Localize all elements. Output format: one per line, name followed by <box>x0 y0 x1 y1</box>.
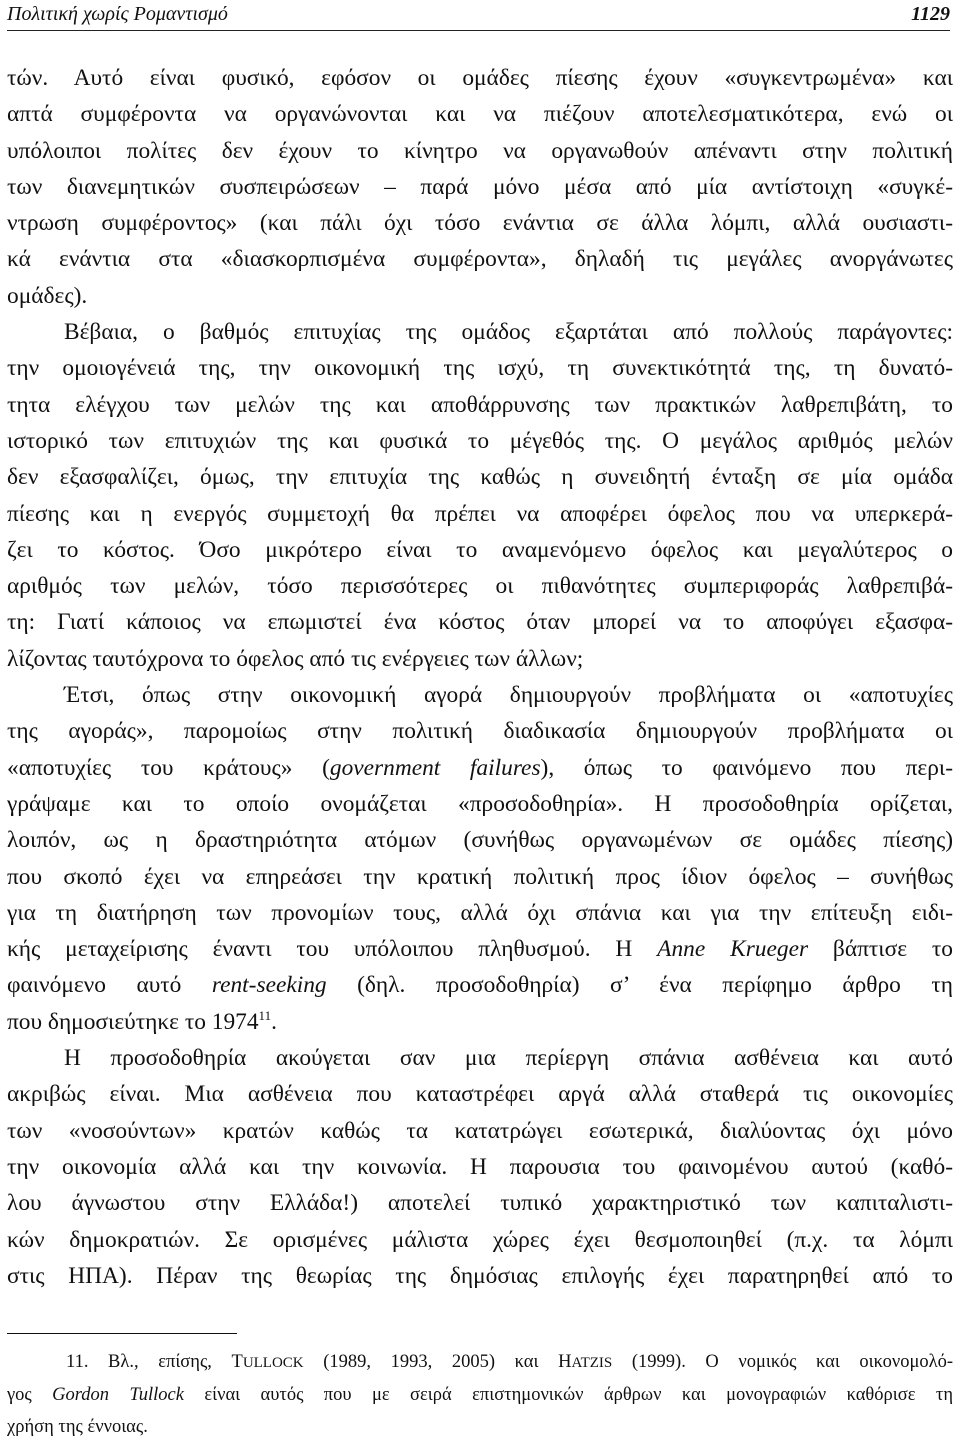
text-fragment: (1999). Ο νομικός και οικονομολό- <box>612 1352 953 1372</box>
text-line: αριθμός των μελών, τόσο περισσότερες οι πιθανότητες συμπεριφοράς λαθρεπιβά- <box>7 573 953 600</box>
text-line <box>7 750 953 786</box>
italic-term: government failures <box>329 754 541 781</box>
text-line: της αγοράς», παρομοίως στην πολιτική διαδικασία δημιουργούν προβλήματα οι <box>7 718 953 745</box>
text-line: για τη διατήρηση των προνομίων τους, αλλά όχι σπάνια και για την επίτευξη ειδι- <box>7 899 953 926</box>
text-line: ομάδες). <box>7 282 88 309</box>
running-head <box>7 2 950 31</box>
text-fragment: βάπτισε το <box>808 936 953 963</box>
text-fragment: (1989, 1993, 2005) και <box>303 1352 559 1372</box>
text-line: ζει το κόστος. Όσο μικρότερο είναι το αναμενόμενο όφελος και μεγαλύτερος ο <box>7 536 953 563</box>
text-fragment: «αποτυχίες του κράτους» ( <box>7 754 330 781</box>
text-fragment: κής μεταχείρισης έναντι του υπόλοιπου πληθυσμού. Η <box>7 936 658 963</box>
paragraph-first-line: Έτσι, όπως στην οικονομική αγορά δημιουργούν προβλήματα οι «αποτυχίες <box>64 682 953 709</box>
text-line: γράψαμε και το οποίο ονομάζεται «προσοδοθηρία». Η προσοδοθηρία ορίζεται, <box>7 790 953 817</box>
text-line: απτά συμφέροντα να οργανώνονται και να πιέζουν αποτελεσματικότερα, ενώ οι <box>7 101 953 128</box>
footnote-reference: 11 <box>258 1007 272 1023</box>
footnote-line <box>7 1346 953 1379</box>
text-line: λίζοντας ταυτόχρονα το όφελος από τις ενέργειες των άλλων; <box>7 645 584 672</box>
text-line: κά ενάντια στα «διασκορπισμένα συμφέροντα», δηλαδή τις μεγάλες ανοργάνωτες <box>7 246 953 273</box>
text-line: των διανεμητικών συσπειρώσεων – παρά μόνο μέσα από μία αντίστοιχη «συγκέ- <box>7 173 953 200</box>
text-line: την οικονομία αλλά και την κοινωνία. Η παρουσια του φαινομένου αυτού (καθό- <box>7 1153 953 1180</box>
text-line: ιστορικό των επιτυχιών της και φυσικά το μέγεθός της. Ο μεγάλος αριθμός μελών <box>7 427 953 454</box>
footnote-line <box>7 1379 953 1411</box>
text-line: κών δημοκρατιών. Σε ορισμένες μάλιστα χώρες έχει θεσμοποιηθεί (π.χ. τα λόμπι <box>7 1226 953 1253</box>
paragraph-first-line: Η προσοδοθηρία ακούγεται σαν μια περίεργη σπάνια ασθένεια και αυτό <box>64 1045 953 1072</box>
text-line: λοιπόν, ως η δραστηριότητα ατόμων (συνήθως οργανωμένων σε ομάδες πίεσης) <box>7 827 953 854</box>
text-fragment: T <box>231 1352 243 1372</box>
text-line: δεν εξασφαλίζει, όμως, την επιτυχία της καθώς η συνειδητή ένταξη σε μία ομάδα <box>7 464 953 491</box>
running-title: Πολιτική χωρίς Ρομαντισμό <box>7 3 228 25</box>
text-line: λου άγνωστου στην Ελλάδα!) αποτελεί τυπικό χαρακτηριστικό των καπιταλιστι- <box>7 1190 953 1217</box>
author-name <box>558 1352 612 1372</box>
text-line: τη: Γιατί κάποιος να επωμιστεί ένα κόστος όταν μπορεί να το αποφύγει εξασφα- <box>7 609 953 636</box>
body-text <box>7 60 953 1294</box>
text-line: των «νοσούντων» κρατών καθώς τα κατατρώγει εσωτερικά, διαλύοντας όχι μόνο <box>7 1117 953 1144</box>
text-line: που σκοπό έχει να επηρεάσει την κρατική πολιτική προς ίδιον όφελος – συνήθως <box>7 863 953 890</box>
italic-name: Gordon Tullock <box>52 1385 184 1406</box>
text-fragment: H <box>558 1352 572 1372</box>
text-fragment: 11. Βλ., επίσης, <box>66 1352 232 1372</box>
text-fragment: . <box>271 1008 277 1035</box>
text-line <box>7 931 953 967</box>
footnote-rule <box>7 1333 237 1334</box>
text-line: υπόλοιποι πολίτες δεν έχουν το κίνητρο να οργανωθούν απέναντι στην πολιτική <box>7 137 953 164</box>
text-line: ντρωση συμφέροντος» (και πάλι όχι τόσο ενάντια σε άλλα λόμπι, αλλά ουσιαστι- <box>7 210 953 237</box>
page-number: 1129 <box>911 3 950 25</box>
text-fragment: φαινόμενο αυτό <box>7 972 212 999</box>
text-line <box>7 967 953 1003</box>
text-fragment: ATZIS <box>571 1355 613 1371</box>
text-fragment: που δημοσιεύτηκε το 1974 <box>7 1008 259 1035</box>
paragraph-first-line: Βέβαια, ο βαθμός επιτυχίας της ομάδος εξαρτάται από πολλούς παράγοντες: <box>64 319 953 346</box>
text-line: στις ΗΠΑ). Πέραν της θεωρίας της δημόσιας επιλογής έχει παρατηρηθεί από το <box>7 1262 953 1289</box>
text-fragment: γος <box>7 1385 53 1406</box>
text-line: πίεσης και η ενεργός συμμετοχή θα πρέπει να αποφέρει όφελος που να υπερκερά- <box>7 500 953 527</box>
text-line: τών. Αυτό είναι φυσικό, εφόσον οι ομάδες πίεσης έχουν «συγκεντρωμένα» και <box>7 65 953 91</box>
text-fragment: είναι αυτός που με σειρά επιστημονικών άρθρων και μονογραφιών καθόρισε τη <box>183 1385 954 1406</box>
italic-term: rent-seeking <box>211 972 327 999</box>
footnote <box>7 1346 953 1444</box>
author-name <box>232 1352 304 1372</box>
italic-name: Anne Krueger <box>657 936 809 963</box>
text-fragment: ULLOCK <box>242 1355 304 1371</box>
text-line: τητα ελέγχου των μελών της και αποθάρρυνσης των πρακτικών λαθρεπιβάτη, το <box>7 391 953 418</box>
text-line: την ομοιογένειά της, την οικονομική της ισχύ, τη συνεκτικότητά της, τη δυνατό- <box>7 355 953 382</box>
footnote-line: χρήση της έννοιας. <box>7 1417 148 1438</box>
text-fragment: ), όπως το φαινόμενο που περι- <box>540 754 953 781</box>
text-fragment: (δηλ. προσοδοθηρία) σ’ ένα περίφημο άρθρο τη <box>326 972 953 999</box>
text-line <box>7 1004 953 1040</box>
text-line: ακριβώς είναι. Μια ασθένεια που καταστρέφει αργά αλλά σταθερά τις οικονομίες <box>7 1081 953 1108</box>
